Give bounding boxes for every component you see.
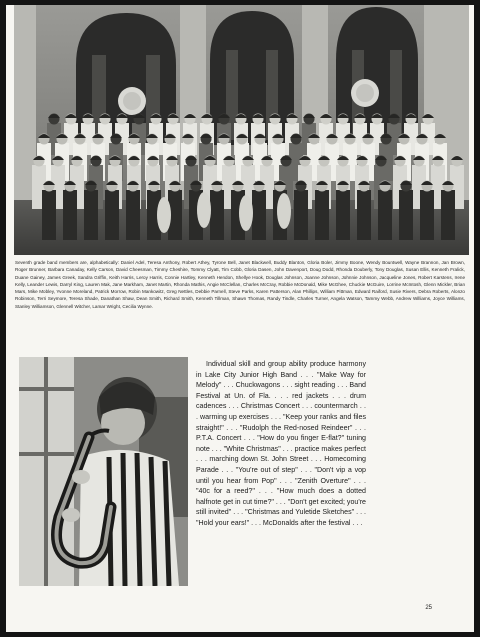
yearbook-page xyxy=(6,5,474,632)
page-number: 25 xyxy=(425,605,432,611)
band-group-photo xyxy=(14,5,469,255)
story-text: Individual skill and group ability produce harmony in Lake City Junior High Band . . . "Make Way for Melody" . . . Chuckwagons . . . sight reading . . . Band Festival at Un. of Fla. . . . red jackets . . . drum cadences . . . Christmas Concert . . . countermarch . . . warming up exercises . . . "Keep your ranks and files straight!" . . . "Rudolph the Red-nosed Reindeer" . . . P.T.A. Concert . . . "How do you finger E-flat?" tuning note . . . "White Christmas" . . . practice makes perfect . . . marching down St. John Street . . . Homecoming Parade . . . "You're out of step" . . . "Don't vip a vop until you hear from Pop" . . . "Zenith Overture" . . . "40c for a reed?" . . . "How much does a dotted halfnote get in cut time?" . . . "Don't get excited; you're still invited" . . . "Christmas and Yuletide Sketches" . . . "Hold your ears!" . . . McDonalds after the festival . . . xyxy=(196,360,366,527)
photo-caption: Seventh grade band members are, alphabetically: Daniel Adel, Teresa Anthony, Robert Athey, Tyrone Bell, Janet Blackwell, Buddy Blanton, Gloria Boler, Jimmy Boone, Wendy Bountwell, Wayne Brannon, Jan Brown, Roger Brunner, Barbara Canaday, Kelly Carson, David Cheesman, Timmy Cheshire, Tommy Clyatt, Tim Cobb, Gloria Dasen, John Davenport, Doug Dodd, Rhonda Douberly, Tony Douglas, Susan Ellis, Kenneth Fralick, Duane Gainey, James Greek, Sandra Griffin, Keith Harris, Leroy Harris, Connie Hartley, Kenneth Hendon, Shellye Hook, Douglas Johnson, Joanne Johnson, Johnnie Johnson, Jacqueline Jones, Robert Karstens, Irene Kelly, Leander Lewis, Darryl King, Lauren Mak, Jane Markham, Janet Martin, Rhonda Mathis, Angie McClellan, Charles McCray, Robbie McDonald, Mike McGhee, Chuckie McGuire, Lorrine McIntosh, Glenn Mickler, Brian Mars, Mike Mobley, Yvonne Moreland, Patrick Morrow, Robin Mankowitz, Greg Nettles, Debbie Parnell, Steve Parks, Karen Patterson, Alan Phillips, William Pittman, Edward Raiford, Susie Rivers, Debra Roberts, Alonzo Robinson, Terri Seymore, Teresa Shade, Danathan Shaw, Dean Smith, Richard Smith, Kenneth Tillman, Shawn Thomas, Randy Tindle, Charles Turner, Angela Watson, Tammy Webb, Andrew Williams, Joyce Williams, Stanley Williamson, Glennell Witcher, Lamar Wright, Cecilia Wynne. xyxy=(15,260,465,309)
saxophone-player-photo xyxy=(19,357,188,586)
